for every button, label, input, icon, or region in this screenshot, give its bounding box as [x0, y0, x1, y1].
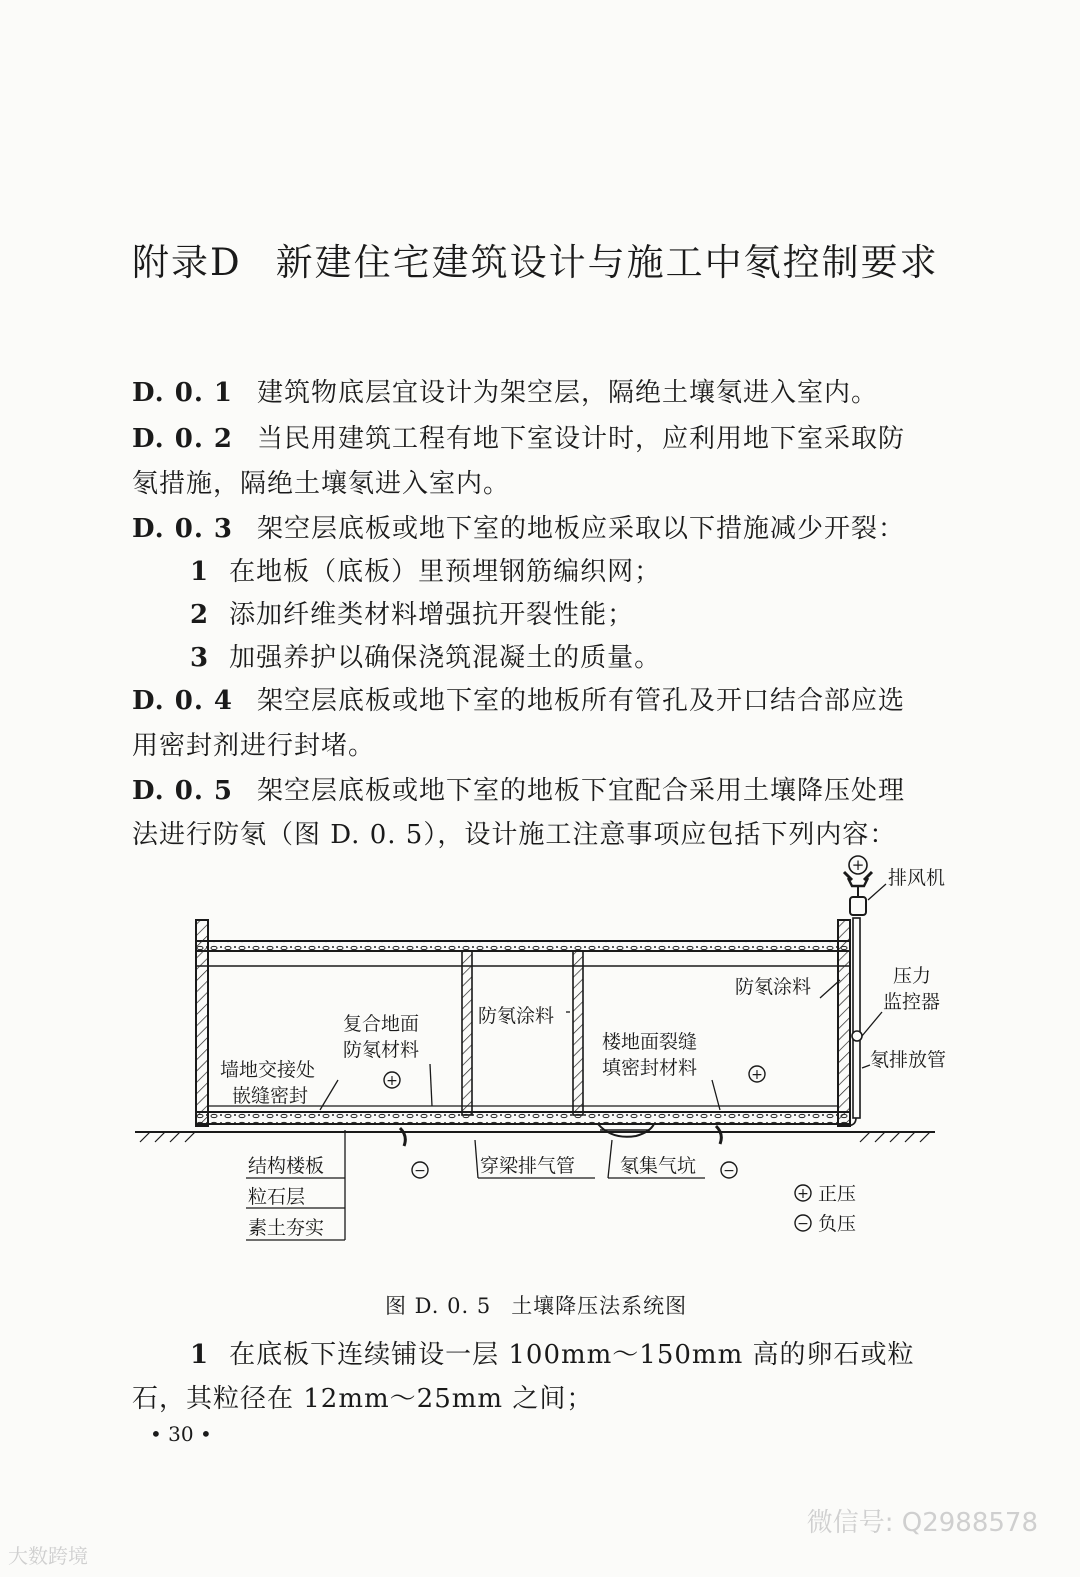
page-number: • 30 • — [150, 1422, 212, 1446]
label-fan: 排风机 — [888, 867, 946, 889]
item-text: 添加纤维类材料增强抗开裂性能； — [229, 600, 635, 630]
clause-code: D. 0. 5 — [132, 776, 234, 806]
interior-wall-right — [573, 951, 583, 1115]
caption-number: 图 D. 0. 5 — [385, 1294, 492, 1318]
soil-hatch — [140, 1132, 930, 1142]
label-through-beam: 穿梁排气管 — [480, 1155, 576, 1177]
label-soil: 素土夯实 — [248, 1217, 325, 1239]
clause-text: 架空层底板或地下室的地板所有管孔及开口结合部应选 — [257, 686, 906, 716]
wechat-watermark: 微信号: Q2988578 — [806, 1508, 1038, 1538]
clause-text: 建筑物底层宜设计为架空层，隔绝土壤氡进入室内。 — [257, 378, 879, 408]
item-number: 2 — [190, 600, 210, 630]
item-text: 加强养护以确保浇筑混凝土的质量。 — [229, 643, 662, 673]
figure-caption — [385, 1290, 687, 1320]
clause-code: D. 0. 3 — [132, 514, 234, 544]
item-text: 在地板（底板）里预埋钢筋编织网； — [229, 557, 662, 587]
svg-text:+: + — [797, 1186, 809, 1202]
clause-code: D. 0. 1 — [132, 378, 234, 408]
label-wall-joint-1: 墙地交接处 — [220, 1059, 316, 1081]
clause-d02-cont: 氡措施，隔绝土壤氡进入室内。 — [132, 469, 511, 499]
label-composite-1: 复合地面 — [343, 1013, 420, 1035]
right-wall — [838, 920, 850, 1126]
item-number: 1 — [190, 1340, 210, 1370]
label-coating-right: 防氡涂料 — [735, 976, 812, 998]
caption-text: 土壤降压法系统图 — [511, 1294, 688, 1318]
clause-text: 架空层底板或地下室的地板下宜配合采用土壤降压处理 — [257, 776, 906, 806]
label-composite-2: 防氡材料 — [343, 1039, 420, 1061]
svg-text:−: − — [414, 1163, 426, 1179]
svg-text:+: + — [386, 1073, 398, 1089]
label-crack-2: 填密封材料 — [602, 1057, 698, 1079]
exhaust-fan — [844, 856, 872, 915]
label-exhaust-pipe: 氡排放管 — [870, 1049, 947, 1071]
clause-code: D. 0. 2 — [132, 424, 234, 454]
appendix-label: 附录D — [132, 241, 242, 284]
item-number: 3 — [190, 643, 210, 673]
clause-d04-cont: 用密封剂进行封堵。 — [132, 731, 376, 761]
pipe-arc-right — [716, 1126, 721, 1144]
svg-text:−: − — [723, 1163, 735, 1179]
left-wall — [196, 920, 208, 1126]
legend-negative: 负压 — [818, 1213, 857, 1235]
clause-d05-cont: 法进行防氡（图 D. 0. 5），设计施工注意事项应包括下列内容： — [132, 820, 897, 850]
label-gravel: 粒石层 — [248, 1186, 306, 1208]
label-structural-slab: 结构楼板 — [248, 1155, 325, 1177]
clause-text: 架空层底板或地下室的地板应采取以下措施减少开裂： — [257, 514, 906, 544]
label-pressure-2: 监控器 — [883, 991, 941, 1013]
roof-slab — [196, 941, 850, 951]
logo-watermark: 大数跨境 — [8, 1544, 88, 1568]
list-item — [190, 1334, 915, 1371]
appendix-title: 新建住宅建筑设计与施工中氡控制要求 — [275, 241, 939, 284]
item-number: 1 — [190, 557, 210, 587]
svg-text:+: + — [751, 1067, 763, 1083]
svg-text:+: + — [851, 856, 865, 874]
label-radon-pit: 氡集气坑 — [620, 1155, 697, 1177]
pressure-monitor-icon — [852, 1031, 862, 1041]
pipe-arc-left — [400, 1128, 405, 1146]
exhaust-pipe — [853, 918, 860, 1118]
clause-text: 当民用建筑工程有地下室设计时，应利用地下室采取防 — [257, 424, 906, 454]
list-item-cont: 石，其粒径在 12mm～25mm 之间； — [132, 1384, 594, 1414]
floor-slab — [196, 1112, 850, 1124]
minus-symbol — [412, 1162, 811, 1231]
plus-symbol — [384, 1066, 811, 1201]
label-coating-middle: 防氡涂料 — [478, 1005, 555, 1027]
label-wall-joint-2: 嵌缝密封 — [232, 1085, 309, 1107]
legend-positive: 正压 — [818, 1183, 857, 1205]
clause-code: D. 0. 4 — [132, 686, 234, 716]
label-pressure-1: 压力 — [893, 965, 932, 987]
interior-wall-left — [462, 951, 472, 1115]
svg-text:−: − — [797, 1216, 809, 1232]
item-text: 在底板下连续铺设一层 100mm～150mm 高的卵石或粒 — [229, 1340, 915, 1370]
label-crack-1: 楼地面裂缝 — [602, 1031, 698, 1053]
